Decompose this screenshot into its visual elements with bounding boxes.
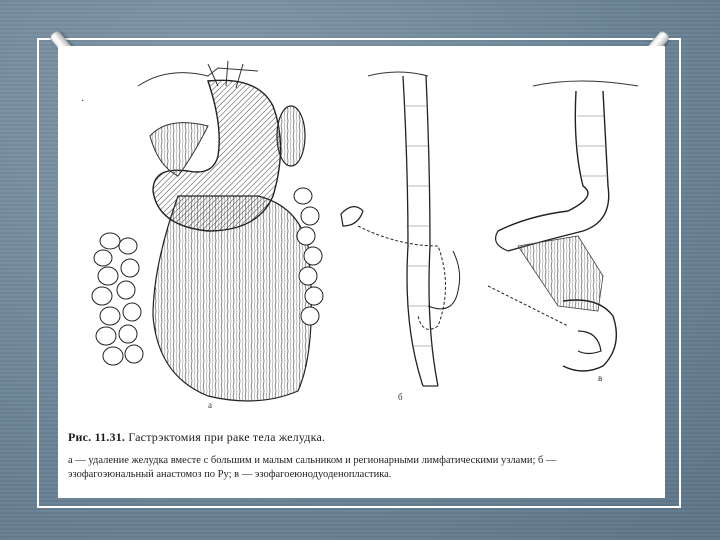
panel-a-stomach-resection (92, 61, 323, 401)
panel-b-label: б (398, 392, 403, 402)
panel-a-label: а (208, 400, 212, 410)
description-line-2: эзофагоэюнальный анастомоз по Ру; в — эзофагоеюнодуоденопластика. (68, 469, 392, 480)
panel-c-label: в (598, 373, 603, 383)
caption-title: Гастрэктомия при раке тела желудка. (128, 430, 326, 444)
document-sheet (58, 46, 665, 498)
figure-description (68, 454, 658, 482)
caption-number: Рис. 11.31. (68, 430, 126, 444)
figure-caption (68, 430, 325, 445)
panel-c-esophagojejunoduodenoplasty (488, 81, 638, 371)
stray-dot: · (81, 96, 85, 107)
description-line-1: а — удаление желудка вместе с большим и малым сальником и регионарными лимфатическими узлами; б — (68, 455, 557, 466)
panel-b-roux-anastomosis (341, 72, 460, 386)
anatomical-illustration (58, 46, 665, 416)
